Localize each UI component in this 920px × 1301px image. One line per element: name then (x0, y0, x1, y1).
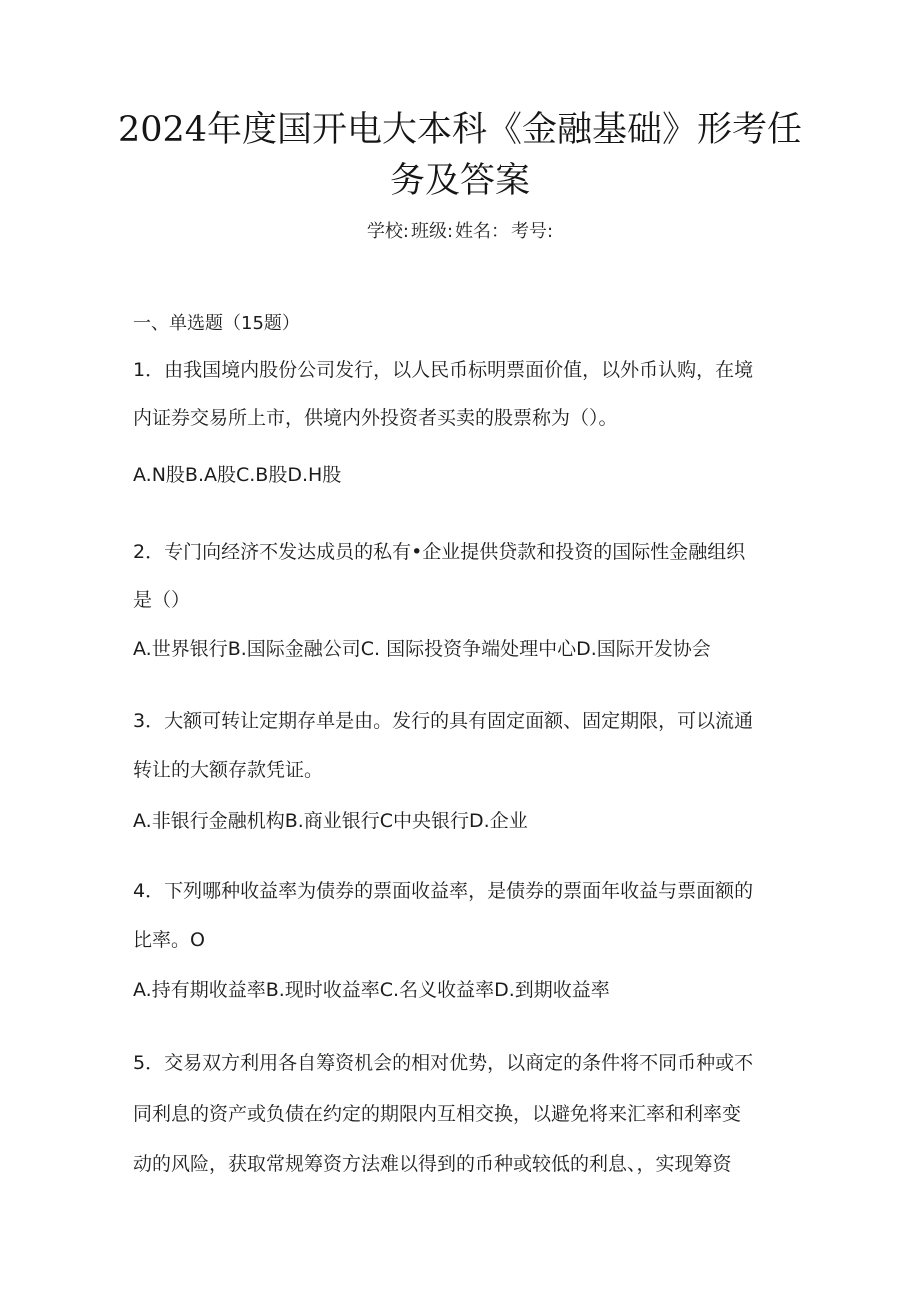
question-4-options: A.持有期收益率B.现时收益率C.名义收益率D.到期收益率 (133, 979, 610, 1001)
question-4-text-line-1: 4．下列哪种收益率为债券的票面收益率，是债券的票面年收益与票面额的 (133, 880, 754, 902)
document-title-line-2: 务及答案 (389, 161, 530, 201)
question-3-options: A.非银行金融机构B.商业银行C中央银行D.企业 (133, 810, 528, 832)
question-2-options: A.世界银行B.国际金融公司C. 国际投资争端处理中心D.国际开发协会 (133, 638, 711, 660)
question-5-text-line-3: 动的风险，获取常规筹资方法难以得到的币种或较低的利息、，实现筹资 (133, 1153, 732, 1175)
question-5-text-line-2: 同利息的资产或负债在约定的期限内互相交换，以避免将来汇率和利率变 (133, 1103, 742, 1125)
class-field-label: 班级: (410, 221, 454, 242)
question-1-options: A.N股B.A股C.B股D.H股 (133, 464, 342, 486)
document-title-line-1: 2024年度国开电大本科《金融基础》形考任 (117, 110, 803, 150)
name-field-label: 姓名： (455, 221, 510, 242)
question-2-text-line-2: 是（） (133, 589, 191, 611)
question-3-text-line-1: 3．大额可转让定期存单是由。发行的具有固定面额、固定期限，可以流通 (133, 710, 754, 732)
section-heading: 一、单选题（15题） (133, 313, 300, 334)
school-field-label: 学校: (366, 221, 409, 242)
question-5-text-line-1: 5．交易双方利用各自筹资机会的相对优势，以商定的条件将不同币种或不 (133, 1052, 754, 1074)
question-2-text-line-1: 2．专门向经济不发达成员的私有•企业提供贷款和投资的国际性金融组织 (133, 541, 746, 563)
question-4-text-line-2: 比率。O (133, 929, 205, 951)
student-info-line (0, 219, 920, 245)
exam-number-field-label: 考号: (511, 221, 554, 242)
question-3-text-line-2: 转让的大额存款凭证。 (133, 759, 324, 781)
question-1-text-line-1: 1．由我国境内股份公司发行，以人民币标明票面价值，以外币认购，在境 (133, 359, 754, 381)
question-1-text-line-2: 内证券交易所上市，供境内外投资者买卖的股票称为（）。 (133, 407, 618, 429)
